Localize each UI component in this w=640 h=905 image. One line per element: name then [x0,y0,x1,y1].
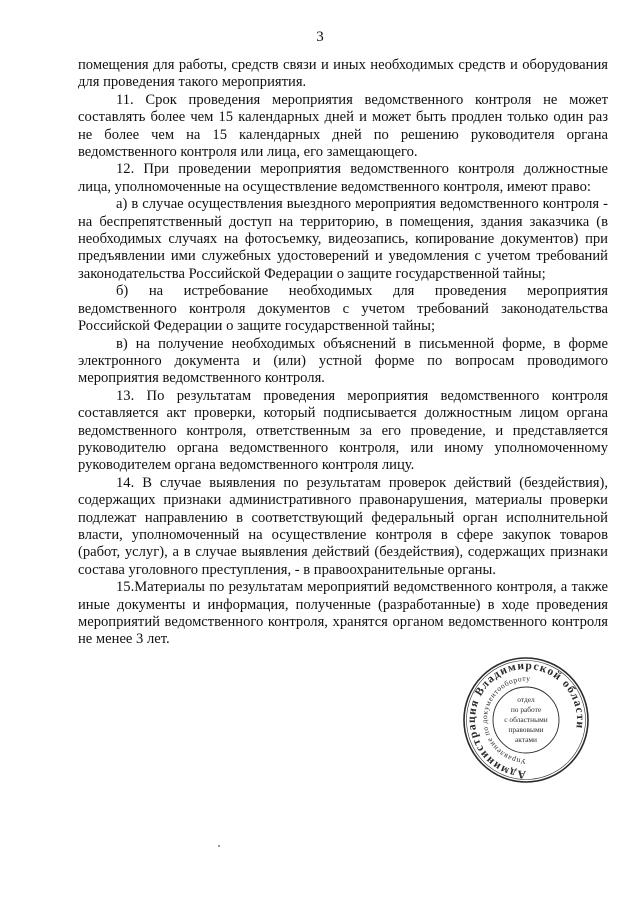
paragraph: б) на истребование необходимых для проведения мероприятия ведомственного контроля документов с учетом требований законодательства Российской Федерации о защите государственной тайны; [78,283,608,335]
seal-center-line: отдел [517,695,535,704]
official-seal [462,656,590,784]
seal-center-line: с областными [504,715,548,724]
paragraph: в) на получение необходимых объяснений в письменной форме, в форме электронного документа и (или) устной форме по вопросам проводимого мероприятия ведомственного контроля. [78,335,608,387]
document-body [78,57,608,649]
paragraph: а) в случае осуществления выездного мероприятия ведомственного контроля - на беспрепятственный доступ на территорию, в помещения, здания заказчика (в необходимых случаях на фотосъемку, видеозапись, копирование документов) при предъявлении ими служебных удостоверений и уведомления с учетом требований законодательства Российской Федерации о защите государственной тайны; [78,196,608,282]
paragraph: 12. При проведении мероприятия ведомственного контроля должностные лица, уполномоченные на осуществление ведомственного контроля, имеют право: [78,161,608,195]
seal-center-line: правовыми [508,725,544,734]
seal-center-line: актами [514,735,538,744]
scan-speck [218,845,220,847]
seal-inner-text: Управление по документообороту [479,673,531,767]
paragraph: 13. По результатам проведения мероприятия ведомственного контроля составляется акт проверки, который подписывается должностным лицом органа ведомственного контроля, ответственным за его проведение, и представляется руководителю органа ведомственного контроля, или иному уполномоченному руководителем органа ведомственного контроля лицу. [78,387,608,474]
seal-outer-text: Администрация Владимирской области [465,659,587,781]
paragraph: 11. Срок проведения мероприятия ведомственного контроля не может составлять более чем 15 календарных дней и может быть продлен только один раз не более чем на 15 календарных дней по решению руководителя органа ведомственного контроля или лица, его замещающего. [78,91,608,161]
paragraph: помещения для работы, средств связи и иных необходимых средств и оборудования для проведения такого мероприятия. [78,57,608,91]
paragraph: 14. В случае выявления по результатам проверок действий (бездействия), содержащих признаки административного правонарушения, материалы проверки подлежат направлению в соответствующий федеральный орган исполнительной власти, уполномоченный на осуществление контроля в сфере закупок товаров (работ, услуг), а в случае выявления действий (бездействия), содержащих признаки состава уголовного преступления, - в правоохранительные органы. [78,474,608,578]
seal-center-line: по работе [510,705,542,714]
page-number: 3 [316,29,324,45]
paragraph: 15.Материалы по результатам мероприятий ведомственного контроля, а также иные документы и информация, полученные (разработанные) в ходе проведения мероприятий ведомственного контроля, хранятся органом ведомственного контроля не менее 3 лет. [78,579,608,648]
